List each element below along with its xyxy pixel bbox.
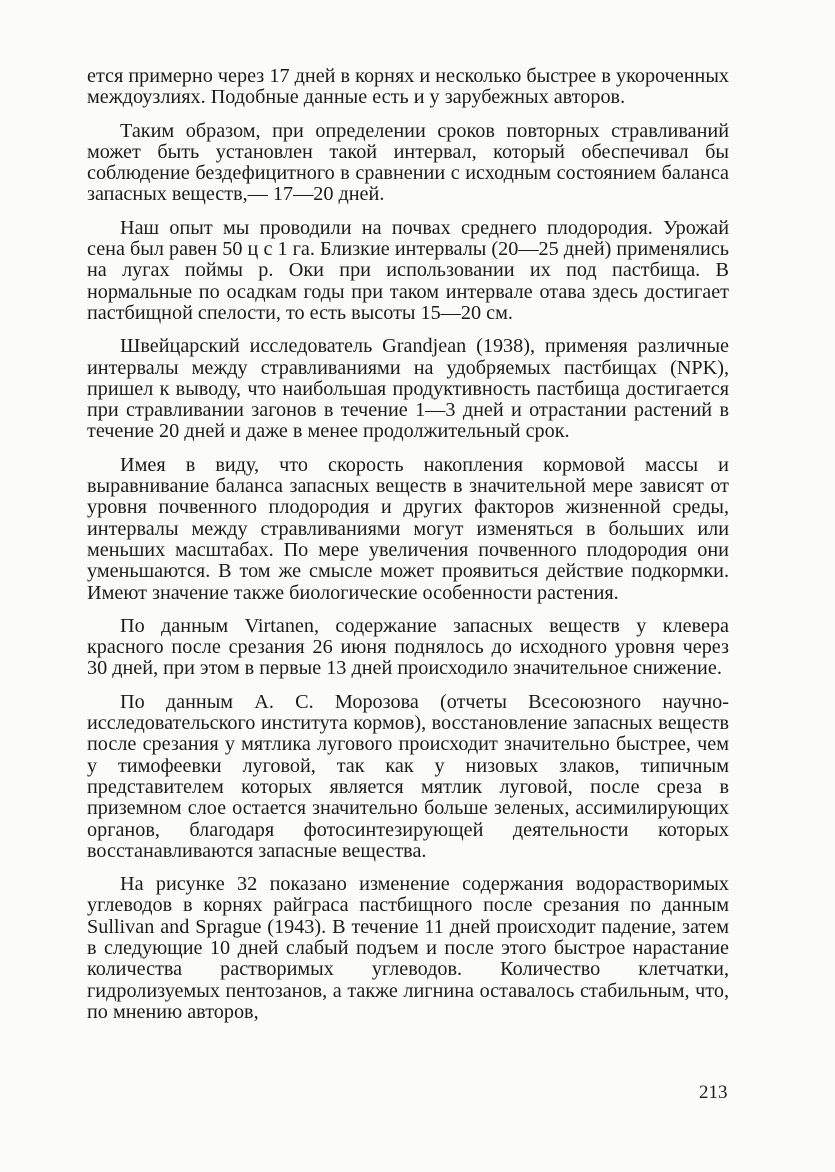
- page-number: 213: [699, 1082, 728, 1103]
- paragraph-6: По данным Virtanen, содержание запасных веществ у клевера красного после срезания 26 июня поднялось до исходного уровня через 30 дней, при этом в первые 13 дней происходило значительное снижение.: [87, 614, 729, 680]
- paragraph-1: ется примерно через 17 дней в корнях и несколько быстрее в укороченных междоузлиях. Подобные данные есть и у зарубежных авторов.: [87, 65, 729, 109]
- paragraph-7: По данным А. С. Морозова (отчеты Всесоюзного научно-исследовательского института кормов), восстановление запасных веществ после срезания у мятлика лугового происходит значительно быстрее, чем у тимофеевки луговой, так как у низовых злаков, типичным представителем которых является мятлик луговой, после среза в приземном слое остается значительно больше зеленых, ассимилирующих органов, благодаря фотосинтезирующей деятельности которых восстанавливаются запасные вещества.: [87, 690, 729, 862]
- body-text: [87, 66, 729, 1035]
- paragraph-5: Имея в виду, что скорость накопления кормовой массы и выравнивание баланса запасных веществ в значительной мере зависят от уровня почвенного плодородия и других факторов жизненной среды, интервалы между стравливаниями могут изменяться в больших или меньших масштабах. По мере увеличения почвенного плодородия они уменьшаются. В том же смысле может проявиться действие подкормки. Имеют значение также биологические особенности растения.: [87, 453, 729, 604]
- paragraph-8: На рисунке 32 показано изменение содержания водорастворимых углеводов в корнях райграса пастбищного после срезания по данным Sullivan and Sprague (1943). В течение 11 дней происходит падение, затем в следующие 10 дней слабый подъем и после этого быстрое нарастание количества растворимых углеводов. Количество клетчатки, гидролизуемых пентозанов, а также лигнина оставалось стабильным, что, по мнению авторов,: [87, 873, 729, 1023]
- paragraph-3: Наш опыт мы проводили на почвах среднего плодородия. Урожай сена был равен 50 ц с 1 га. Близкие интервалы (20—25 дней) применялись на лугах поймы р. Оки при использовании их под пастбища. В нормальные по осадкам годы при таком интервале отава здесь достигает пастбищной спелости, то есть высоты 15—20 см.: [87, 216, 729, 324]
- paragraph-2: Таким образом, при определении сроков повторных стравливаний может быть установлен такой интервал, который обеспечивал бы соблюдение бездефицитного в сравнении с исходным состоянием баланса запасных веществ,— 17—20 дней.: [87, 119, 729, 206]
- paragraph-4: Швейцарский исследователь Grandjean (1938), применяя различные интервалы между стравливаниями на удобряемых пастбищах (NPK), пришел к выводу, что наибольшая продуктивность пастбища достигается при стравливании загонов в течение 1—3 дней и отрастании растений в течение 20 дней и даже в менее продолжительный срок.: [87, 335, 729, 443]
